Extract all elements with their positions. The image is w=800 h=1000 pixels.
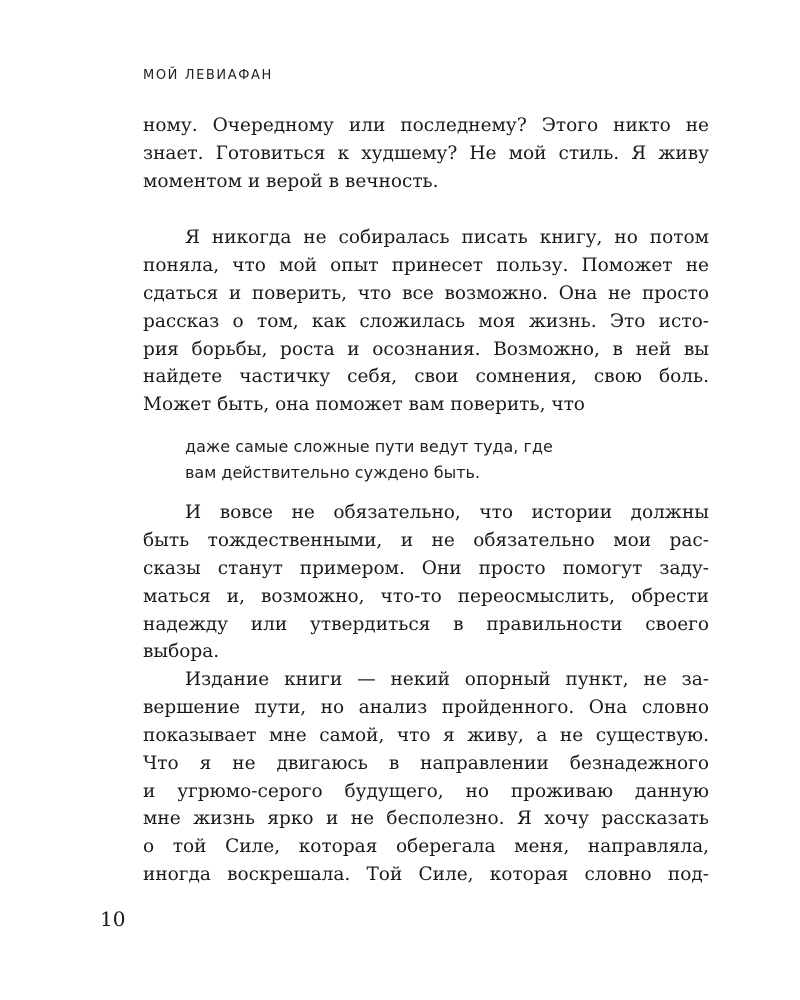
text-line: найдете частичку себя, свои сомнения, свою боль. <box>143 366 709 388</box>
text-line: маться и, возможно, что-то переосмыслить, обрести <box>143 585 709 607</box>
text-line: надежду или утвердиться в правильности своего <box>143 613 709 635</box>
text-line: и угрюмо-серого будущего, но проживаю данную <box>143 780 709 802</box>
text-line: рассказ о том, как сложилась моя жизнь. Это исто- <box>143 310 709 332</box>
text-line: ному. Очередному или последнему? Этого никто не <box>143 115 709 136</box>
quote-line: вам действительно суждено быть. <box>185 463 481 482</box>
text-line: Может быть, она поможет вам поверить, что <box>143 394 585 416</box>
paragraph-4 <box>143 666 709 889</box>
text-line: Что я не двигаюсь в направлении безнадежного <box>143 752 709 774</box>
page-number: 10 <box>100 907 126 931</box>
text-line: показывает мне самой, что я живу, а не существую. <box>143 724 709 746</box>
text-line: выбора. <box>143 641 220 663</box>
quote-line: даже самые сложные пути ведут туда, где <box>185 437 553 456</box>
running-head: МОЙ ЛЕВИАФАН <box>143 68 273 83</box>
paragraph-2 <box>143 224 709 419</box>
paragraph-1 <box>143 112 709 196</box>
text-line: рия борьбы, роста и осознания. Возможно, в ней вы <box>143 338 709 360</box>
text-line: о той Силе, которая оберегала меня, направляла, <box>143 836 709 858</box>
text-line: сказы станут примером. Они просто помогут заду- <box>143 557 709 579</box>
text-line: Издание книги — некий опорный пункт, не за- <box>185 669 709 690</box>
text-line: Я никогда не собиралась писать книгу, но потом <box>185 227 709 248</box>
text-line: знает. Готовиться к худшему? Не мой стиль. Я живу <box>143 142 709 164</box>
text-line: мне жизнь ярко и не бесполезно. Я хочу рассказать <box>143 808 709 830</box>
text-line: быть тождественными, и не обязательно мои рас- <box>143 529 709 551</box>
text-line: сдаться и поверить, что все возможно. Она не просто <box>143 282 709 304</box>
text-line: моментом и верой в вечность. <box>143 170 439 192</box>
paragraph-3 <box>143 499 709 666</box>
text-line: поняла, что мой опыт принесет пользу. Поможет не <box>143 254 709 276</box>
text-line: И вовсе не обязательно, что истории должны <box>185 502 709 523</box>
text-line: вершение пути, но анализ пройденного. Она словно <box>143 696 709 718</box>
text-line: иногда воскрешала. Той Силе, которая словно под- <box>143 864 709 886</box>
block-quote <box>185 434 553 486</box>
